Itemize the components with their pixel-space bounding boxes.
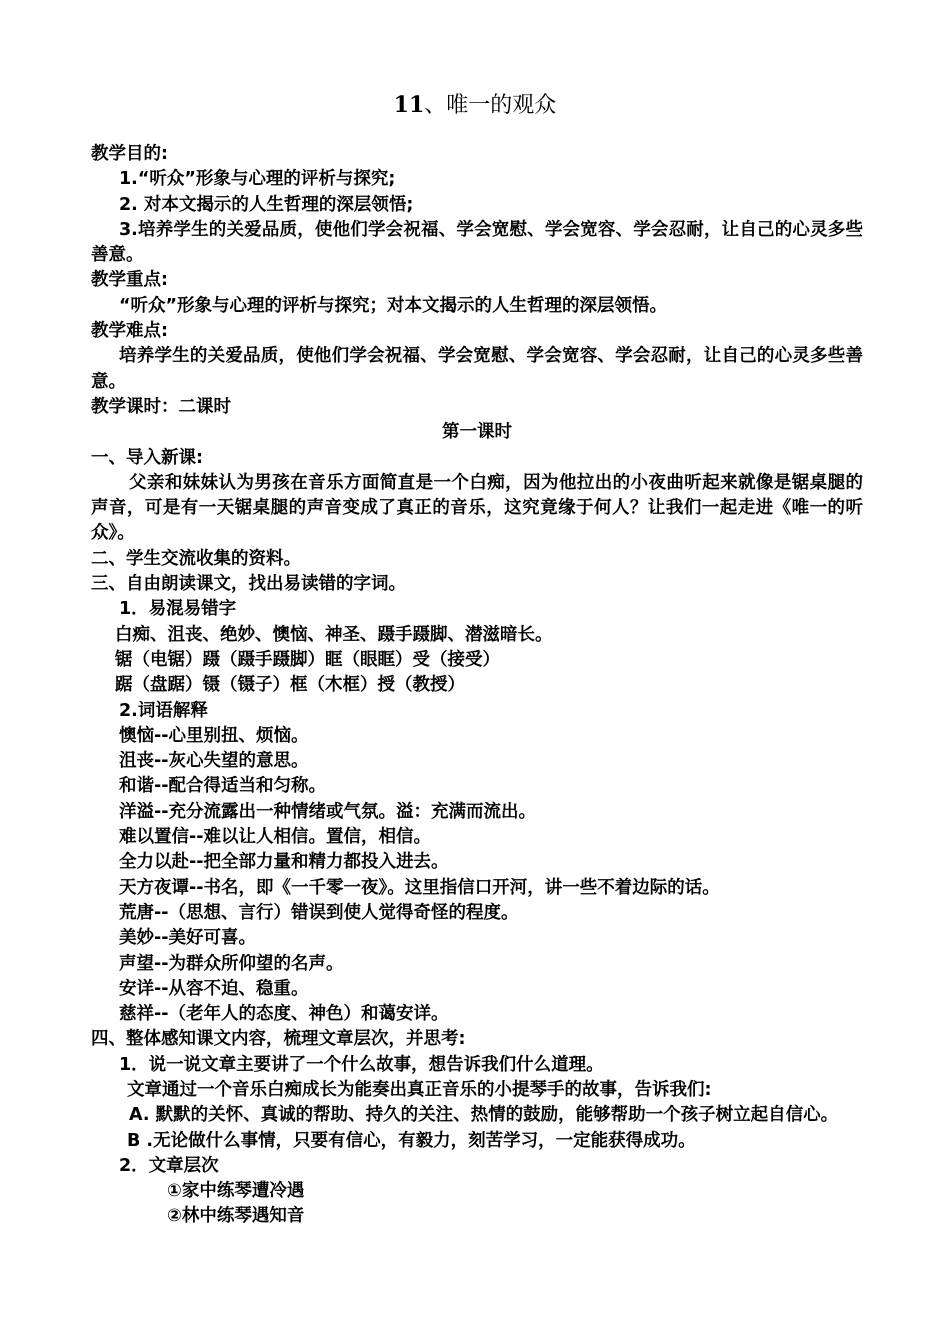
definition-2: 沮丧--灰心失望的意思。 xyxy=(119,751,309,772)
section-4-heading: 四、整体感知课文内容，梳理文章层次，并思考: xyxy=(91,1029,466,1050)
structure-layer-2: ②林中练琴遇知音 xyxy=(167,1206,305,1227)
definition-12: 慈祥--（老年人的态度、神色）和蔼安详。 xyxy=(119,1004,449,1025)
section-1-text: 父亲和妹妹认为男孩在音乐方面简直是一个白痴，因为他拉出的小夜曲听起来就像是锯桌腿的声音，可是有一天锯桌腿的声音变成了真正的音乐，这究竟缘于何人？让我们一起走进《唯一的听众》。 xyxy=(91,472,863,544)
key-text: “听众”形象与心理的评析与探究；对本文揭示的人生哲理的深层领悟。 xyxy=(119,295,668,316)
goal-item-3: 3.培养学生的关爱品质，使他们学会祝福、学会宽慰、学会宽容、学会忍耐，让自己的心灵多些善意。 xyxy=(91,219,863,266)
section-3-heading: 三、自由朗读课文，找出易读错的字词。 xyxy=(91,574,406,595)
section-3-sub-2: 2.词语解释 xyxy=(119,700,208,721)
section-4-question-1: 1．说一说文章主要讲了一个什么故事，想告诉我们什么道理。 xyxy=(119,1054,604,1075)
teaching-hours: 教学课时：二课时 xyxy=(91,396,231,417)
section-2-heading: 二、学生交流收集的资料。 xyxy=(91,548,301,569)
definition-9: 美妙--美好可喜。 xyxy=(119,928,257,949)
goals-heading: 教学目的: xyxy=(91,144,168,164)
definition-1: 懊恼--心里别扭、烦恼。 xyxy=(119,725,309,746)
char-line-2: 锯（电锯）蹑（蹑手蹑脚）眶（眼眶）受（接受） xyxy=(115,649,500,670)
section-4-sub-2: 2．文章层次 xyxy=(119,1155,219,1176)
answer-point-b: B .无论做什么事情，只要有信心，有毅力，刻苦学习，一定能获得成功。 xyxy=(127,1130,696,1151)
page-title xyxy=(0,88,950,119)
definition-8: 荒唐--（思想、言行）错误到使人觉得奇怪的程度。 xyxy=(119,902,519,923)
document-body xyxy=(91,142,863,1230)
section-3-sub-1: 1．易混易错字 xyxy=(119,599,237,620)
title-text: 、唯一的观众 xyxy=(424,93,557,118)
difficulty-text: 培养学生的关爱品质，使他们学会祝福、学会宽慰、学会宽容、学会忍耐，让自己的心灵多些善意。 xyxy=(91,346,863,392)
key-heading: 教学重点: xyxy=(91,270,168,291)
lesson-heading: 第一课时 xyxy=(442,422,512,443)
definition-7: 天方夜谭--书名，即《一千零一夜》。这里指信口开河，讲一些不着边际的话。 xyxy=(119,877,720,898)
definition-5: 难以置信--难以让人相信。置信，相信。 xyxy=(119,827,432,848)
difficulty-heading: 教学难点: xyxy=(91,321,168,342)
section-4-answer: 文章通过一个音乐白痴成长为能奏出真正音乐的小提琴手的故事，告诉我们: xyxy=(127,1079,712,1100)
definition-3: 和谐--配合得适当和匀称。 xyxy=(119,776,327,797)
char-line-3: 踞（盘踞）镊（镊子）框（木框）授（教授） xyxy=(115,675,465,696)
definition-11: 安详--从容不迫、稳重。 xyxy=(119,978,309,999)
section-1-heading: 一、导入新课: xyxy=(91,447,203,468)
definition-10: 声望--为群众所仰望的名声。 xyxy=(119,953,344,974)
char-line-1: 白痴、沮丧、绝妙、懊恼、神圣、蹑手蹑脚、潜滋暗长。 xyxy=(115,624,553,645)
goal-item-1: 1.“听众”形象与心理的评析与探究; xyxy=(119,169,396,190)
definition-4: 洋溢--充分流露出一种情绪或气氛。溢：充满而流出。 xyxy=(119,801,537,822)
definition-6: 全力以赴--把全部力量和精力都投入进去。 xyxy=(119,852,449,873)
structure-layer-1: ①家中练琴遭冷遇 xyxy=(167,1181,305,1202)
goal-item-2: 2. 对本文揭示的人生哲理的深层领悟; xyxy=(119,194,414,215)
title-number: 11 xyxy=(393,92,425,118)
answer-point-a: A. 默默的关怀、真诚的帮助、持久的关注、热情的鼓励，能够帮助一个孩子树立起自信心。 xyxy=(129,1105,839,1126)
